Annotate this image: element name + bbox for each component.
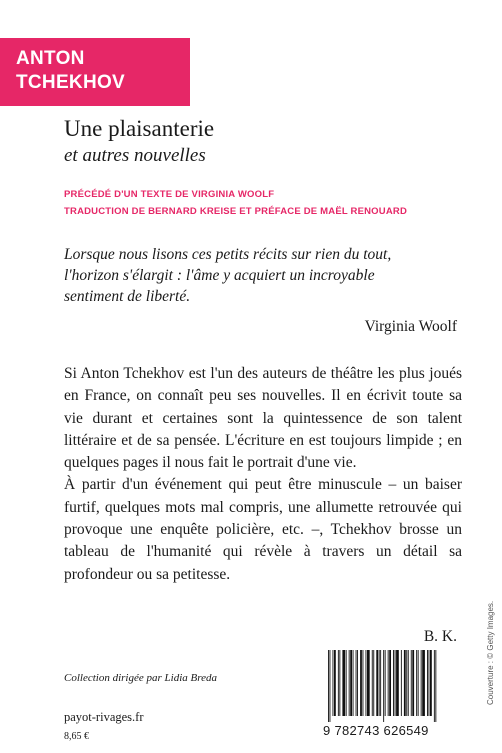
quote-line: Lorsque nous lisons ces petits récits sur rien du tout, xyxy=(64,246,392,263)
barcode-bar xyxy=(376,650,378,716)
quote-author: Virginia Woolf xyxy=(364,318,457,335)
book-credits xyxy=(64,186,407,220)
barcode-bar xyxy=(406,650,407,716)
barcode-bar xyxy=(360,650,362,716)
barcode-bar xyxy=(401,650,402,716)
barcode-bar xyxy=(366,650,367,716)
barcode-bar xyxy=(339,650,340,716)
barcode-bar xyxy=(395,650,396,716)
barcode-bar xyxy=(393,650,394,716)
barcode-bar xyxy=(421,650,422,716)
barcode-bar xyxy=(346,650,347,716)
barcode-bar xyxy=(416,650,417,716)
barcode-bar xyxy=(372,650,373,716)
barcode-bar xyxy=(388,650,389,716)
barcode-bar xyxy=(357,650,358,716)
barcode-bar xyxy=(389,650,391,716)
barcode-bar xyxy=(430,650,432,716)
quote-line: l'horizon s'élargit : l'âme y acquiert un incroyable xyxy=(64,267,375,284)
author-first-name: ANTON xyxy=(16,48,85,69)
barcode-bar xyxy=(404,650,406,716)
barcode-bar xyxy=(330,650,331,722)
barcode-bar xyxy=(396,650,399,716)
quote-line: sentiment de liberté. xyxy=(64,288,191,305)
blurb-paragraph: À partir d'un événement qui peut être minuscule – un baiser furtif, quelques mots mal compris, une allumette retrouvée qui provoque une enquête policière, etc. –, Tchekhov brosse un tableau de l'humanité qui révèle à travers un détail sa profondeur ou sa petitesse. xyxy=(64,476,462,583)
barcode-bar xyxy=(373,650,374,716)
barcode-bar xyxy=(379,650,380,716)
barcode-bar xyxy=(353,650,354,716)
barcode-bar xyxy=(367,650,370,716)
barcode-bar xyxy=(383,650,384,722)
barcode-bar xyxy=(418,650,419,716)
barcode-bar xyxy=(408,650,409,716)
barcode xyxy=(326,650,476,722)
epigraph-quote xyxy=(64,244,464,307)
barcode-bar xyxy=(385,650,386,716)
barcode-bar xyxy=(333,650,334,716)
barcode-bar xyxy=(427,650,428,716)
barcode-bar xyxy=(334,650,336,716)
book-title: Une plaisanterie xyxy=(64,116,215,141)
barcode-bar xyxy=(350,650,352,716)
barcode-bar xyxy=(422,650,425,716)
book-subtitle: et autres nouvelles xyxy=(64,145,206,166)
barcode-bar xyxy=(380,650,381,716)
blurb-signature: B. K. xyxy=(423,628,457,645)
publisher-website: payot-rivages.fr xyxy=(64,710,144,724)
barcode-bar xyxy=(342,650,345,716)
barcode-bar xyxy=(363,650,364,716)
barcode-bar xyxy=(412,650,414,716)
barcode-bar xyxy=(328,650,329,722)
blurb-paragraph: Si Anton Tchekhov est l'un des auteurs de théâtre les plus joués en France, on connaît peu ses nouvelles. Il en écrivit toute sa vie durant et certaines sont la quintessence de son talent littéraire et de sa pensée. L'écriture en est toujours limpide ; en quelques pages il nous fait le portrait d'une vie. xyxy=(64,365,462,472)
barcode-bar xyxy=(429,650,430,716)
translation-credit: TRADUCTION DE BERNARD KREISE ET PRÉFACE DE MAËL RENOUARD xyxy=(64,206,408,217)
price-label: 8,65 € xyxy=(64,731,89,742)
cover-copyright: Couverture : © Getty Images. xyxy=(486,600,495,705)
collection-editor: Collection dirigée par Lidia Breda xyxy=(64,672,217,684)
barcode-bar xyxy=(411,650,412,716)
author-last-name: TCHEKHOV xyxy=(16,72,126,93)
barcode-bar xyxy=(434,650,435,722)
barcode-bar xyxy=(338,650,339,716)
isbn-number: 9 782743 626549 xyxy=(323,723,429,738)
barcode-bar xyxy=(349,650,350,716)
barcode-bar xyxy=(356,650,357,716)
preface-credit: PRÉCÉDÉ D'UN TEXTE DE VIRGINIA WOOLF xyxy=(64,189,275,200)
blurb-text xyxy=(64,363,462,586)
author-name-band xyxy=(0,38,190,106)
barcode-bar xyxy=(435,650,436,722)
